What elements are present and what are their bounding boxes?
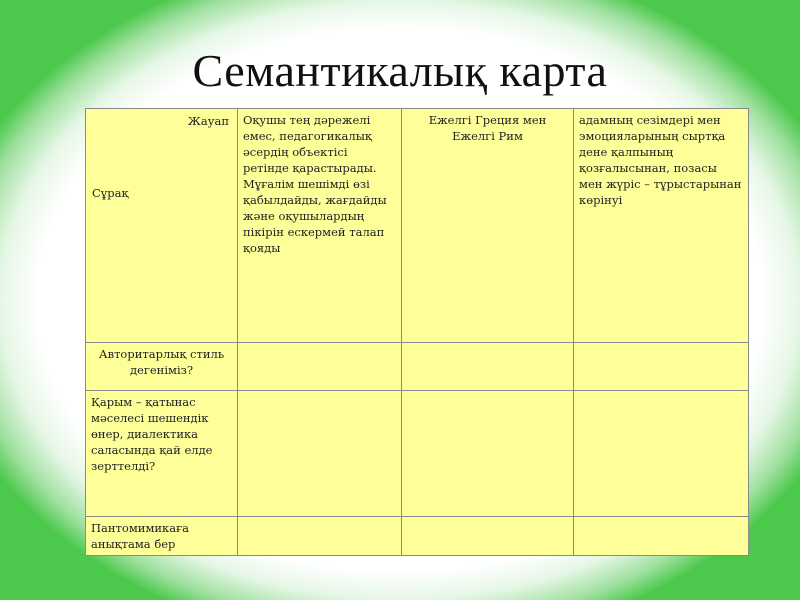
- corner-cell: [86, 109, 238, 343]
- answer-cell-3: адамның сезімдері мен эмоцияларының сыртқа дене қалпының қозғалысынан, позасы мен жүріс – тұрыстарынан көрінуі: [574, 109, 749, 343]
- table-cell: [402, 517, 574, 556]
- question-cell-3: Пантомимикаға анықтама бер: [86, 517, 238, 556]
- question-cell-2: Қарым – қатынас мәселесі шешендік өнер, диалектика саласында қай елде зерттелді?: [86, 391, 238, 517]
- answer-header: Жауап: [187, 114, 229, 128]
- table-cell: [574, 517, 749, 556]
- table-cell: [402, 343, 574, 391]
- table-cell: [238, 391, 402, 517]
- header-row: [86, 109, 749, 343]
- question-cell-1: Авторитарлық стиль дегеніміз?: [86, 343, 238, 391]
- question-header: Сұрақ: [92, 186, 129, 200]
- answer-cell-2: Ежелгі Греция мен Ежелгі Рим: [402, 109, 574, 343]
- table-cell: [402, 391, 574, 517]
- table-cell: [574, 391, 749, 517]
- semantic-map-table: [85, 108, 749, 556]
- table-cell: [238, 517, 402, 556]
- table-row: [86, 343, 749, 391]
- page-title: Семантикалық карта: [192, 45, 608, 96]
- table-cell: [574, 343, 749, 391]
- table-cell: [238, 343, 402, 391]
- answer-cell-1: Оқушы тең дәрежелі емес, педагогикалық әсердің объектісі ретінде қарастырады. Мұғалім шешімді өзі қабылдайды, жағдайды және оқушылардың пікірін ескермей талап қояды: [238, 109, 402, 343]
- table-row: [86, 517, 749, 556]
- table-row: [86, 391, 749, 517]
